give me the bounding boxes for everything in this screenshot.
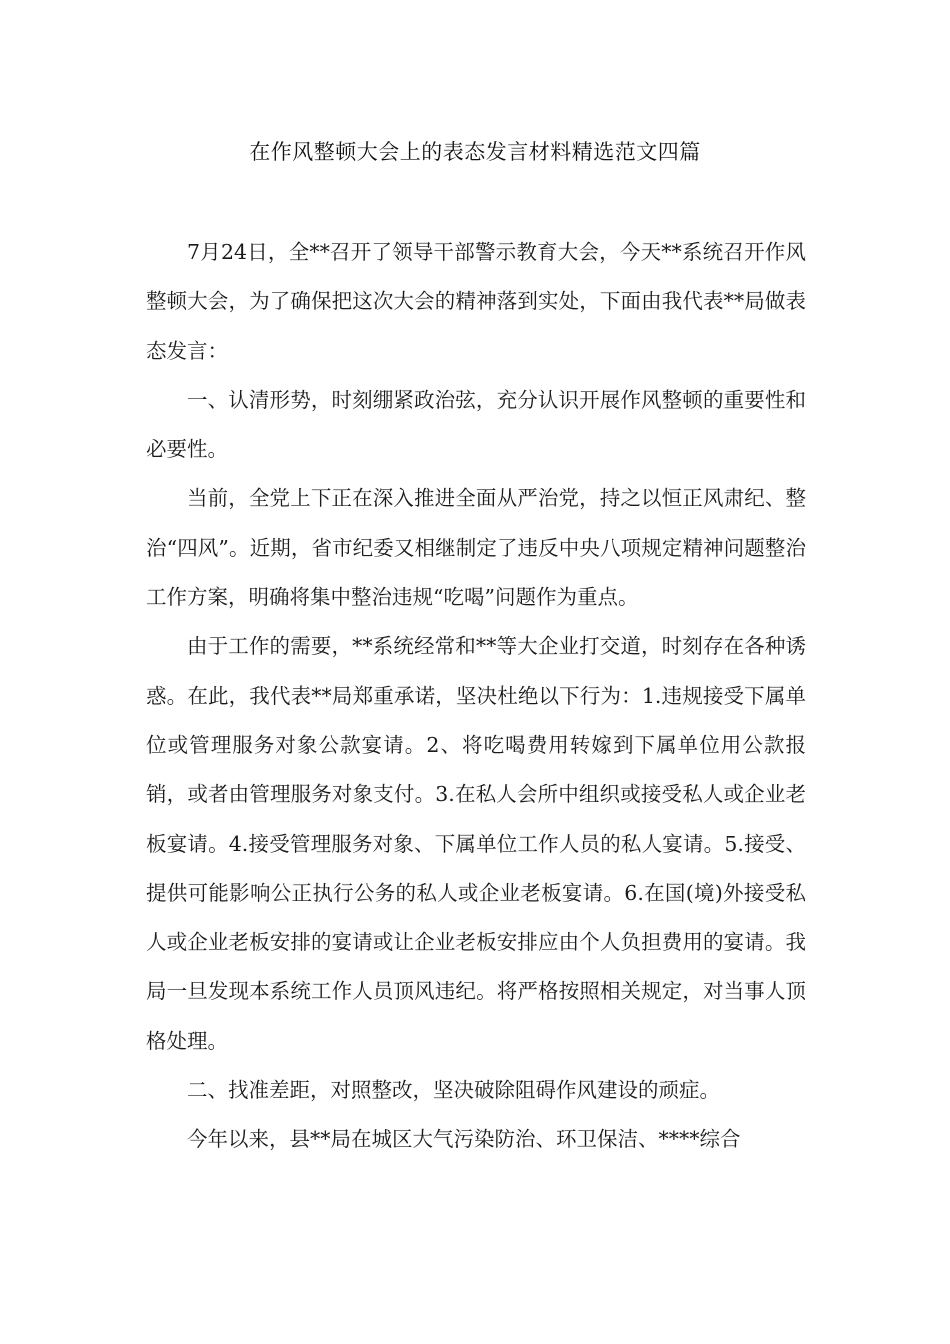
paragraph-opening: 7月24日，全**召开了领导干部警示教育大会，今天**系统召开作风整顿大会，为了确保把这次大会的精神落到实处，下面由我代表**局做表态发言： — [146, 240, 806, 363]
paragraph-this-year: 今年以来，县**局在城区大气污染防治、环卫保洁、****综合 — [187, 1127, 741, 1152]
paragraph-commitments: 由于工作的需要，**系统经常和**等大企业打交道，时刻存在各种诱惑。在此，我代表**局郑重承诺，坚决杜绝以下行为：1.违规接受下属单位或管理服务对象公款宴请。2、将吃喝费用转嫁到下属单位用公款报销，或者由管理服务对象支付。3.在私人会所中组织或接受私人或企业老板宴请。4.接受管理服务对象、下属单位工作人员的私人宴请。5.接受、提供可能影响公正执行公务的私人或企业老板宴请。6.在国(境)外接受私人或企业老板安排的宴请或让企业老板安排应由个人负担费用的宴请。我局一旦发现本系统工作人员顶风违纪。将严格按照相关规定，对当事人顶格处理。 — [146, 634, 806, 1053]
paragraph-section-two-heading: 二、找准差距，对照整改，坚决破除阻碍作风建设的顽症。 — [187, 1078, 720, 1103]
document-title: 在作风整顿大会上的表态发言材料精选范文四篇 — [249, 140, 701, 164]
paragraph-current-situation: 当前，全党上下正在深入推进全面从严治党，持之以恒正风肃纪、整治“四风”。近期，省市纪委又相继制定了违反中央八项规定精神问题整治工作方案，明确将集中整治违规“吃喝”问题作为重点。 — [146, 486, 806, 610]
paragraph-section-one-heading: 一、认清形势，时刻绷紧政治弦，充分认识开展作风整顿的重要性和必要性。 — [146, 387, 806, 462]
document-body — [146, 228, 806, 1165]
